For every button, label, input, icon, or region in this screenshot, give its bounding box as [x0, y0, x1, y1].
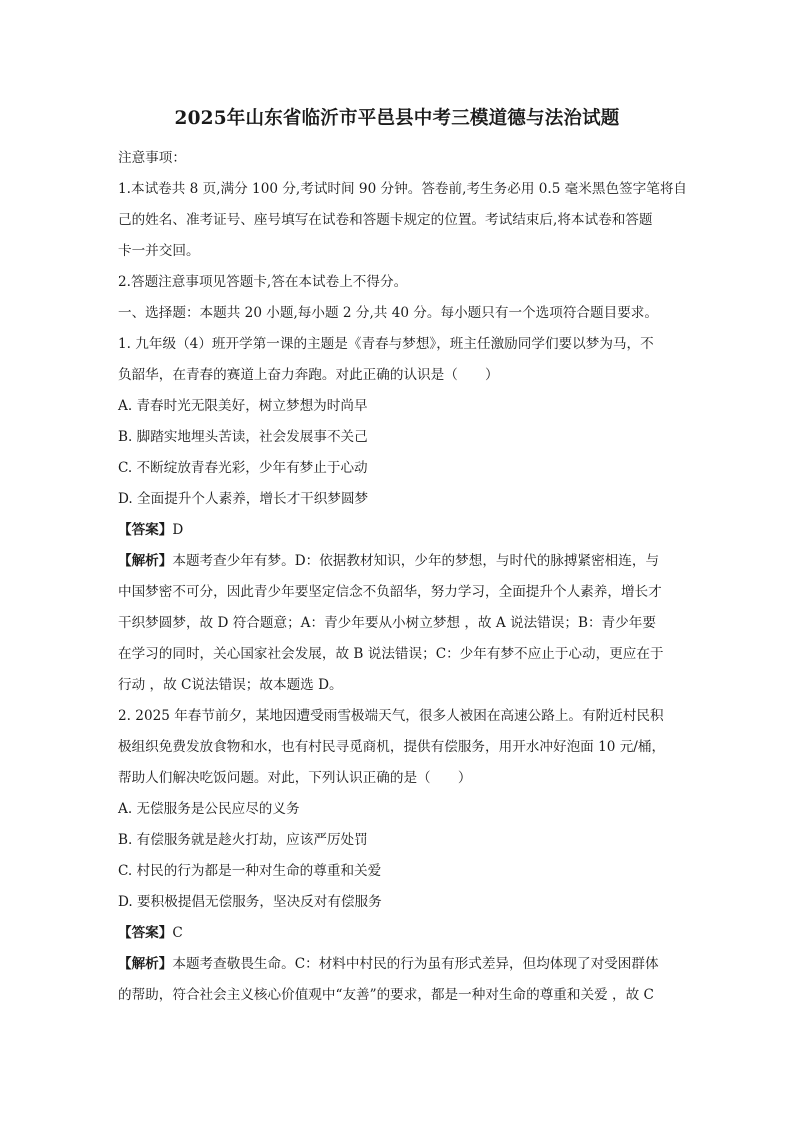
q1-stem-line-1: 1. 九年级（4）班开学第一课的主题是《青春与梦想》，班主任激励同学们要以梦为马，不 — [118, 336, 654, 352]
q2-answer — [118, 918, 678, 949]
q2-answer-label: 【答案】 — [118, 925, 173, 941]
page-title: 2025年山东省临沂市平邑县中考三模道德与法治试题 — [174, 108, 620, 129]
notice-heading: 注意事项： — [118, 150, 186, 166]
q1-analysis-line-4: 在学习的同时，关心国家社会发展，故 B 说法错误；C：少年有梦不应止于心动，更应在于 — [118, 646, 664, 662]
q1-analysis-line-5: 行动 ，故 C说法错误；故本题选 D。 — [118, 677, 343, 693]
q2-analysis-line-1 — [118, 949, 678, 980]
q2-stem-line-3: 帮助人们解决吃饭问题。对此，下列认识正确的是（ ） — [118, 770, 472, 786]
q2-analysis-label: 【解析】 — [118, 956, 173, 972]
q1-stem-line-2: 负韶华，在青春的赛道上奋力奔跑。对此正确的认识是（ ） — [118, 367, 499, 383]
notice-1-line-1: 1.本试卷共 8 页,满分 100 分,考试时间 90 分钟。答卷前,考生务必用 0.5 毫米黑色签字笔将自 — [118, 181, 688, 197]
q1-option-a: A. 青春时光无限美好，树立梦想为时尚早 — [118, 398, 368, 414]
q1-option-b: B. 脚踏实地埋头苦读，社会发展事不关己 — [118, 429, 368, 445]
q1-analysis-line-2: 中国梦密不可分，因此青少年要坚定信念不负韶华，努力学习，全面提升个人素养，增长才 — [118, 584, 662, 600]
q2-answer-value: C — [172, 925, 183, 941]
notice-1-line-2: 己的姓名、准考证号、座号填写在试卷和答题卡规定的位置。考试结束后,将本试卷和答题 — [118, 212, 653, 228]
document-body — [118, 143, 688, 1011]
notice-1-line-3: 卡一并交回。 — [118, 243, 200, 259]
q1-answer-value: D — [172, 522, 184, 538]
q1-analysis-text-1: 本题考查少年有梦。D：依据教材知识，少年的梦想，与时代的脉搏紧密相连，与 — [172, 553, 660, 569]
q2-option-c: C. 村民的行为都是一种对生命的尊重和关爱 — [118, 863, 382, 879]
q2-option-d: D. 要积极提倡无偿服务，坚决反对有偿服务 — [118, 894, 382, 910]
q2-stem-line-2: 极组织免费发放食物和水，也有村民寻觅商机，提供有偿服务，用开水冲好泡面 10 元/桶， — [118, 739, 666, 755]
q1-analysis-line-1 — [118, 546, 678, 577]
q2-stem-line-1: 2. 2025 年春节前夕，某地因遭受雨雪极端天气，很多人被困在高速公路上。有附近村民积 — [118, 708, 664, 724]
q1-answer — [118, 515, 678, 546]
q2-analysis-line-2: 的帮助，符合社会主义核心价值观中“友善”的要求，都是一种对生命的尊重和关爱 ，故 C — [118, 987, 654, 1003]
q1-option-d: D. 全面提升个人素养，增长才干织梦圆梦 — [118, 491, 369, 507]
q1-option-c: C. 不断绽放青春光彩，少年有梦止于心动 — [118, 460, 368, 476]
q1-analysis-label: 【解析】 — [118, 553, 173, 569]
section-1-heading: 一、选择题：本题共 20 小题,每小题 2 分,共 40 分。每小题只有一个选项符合题目要求。 — [118, 305, 658, 321]
q2-analysis-text-1: 本题考查敬畏生命。C：材料中村民的行为虽有形式差异，但均体现了对受困群体 — [172, 956, 659, 972]
q1-answer-label: 【答案】 — [118, 522, 173, 538]
q2-option-a: A. 无偿服务是公民应尽的义务 — [118, 801, 300, 817]
q2-option-b: B. 有偿服务就是趁火打劫，应该严厉处罚 — [118, 832, 368, 848]
notice-2: 2.答题注意事项见答题卡,答在本试卷上不得分。 — [118, 274, 408, 290]
q1-analysis-line-3: 干织梦圆梦，故 D 符合题意；A：青少年要从小树立梦想 ，故 A 说法错误；B：青少年要 — [118, 615, 656, 631]
